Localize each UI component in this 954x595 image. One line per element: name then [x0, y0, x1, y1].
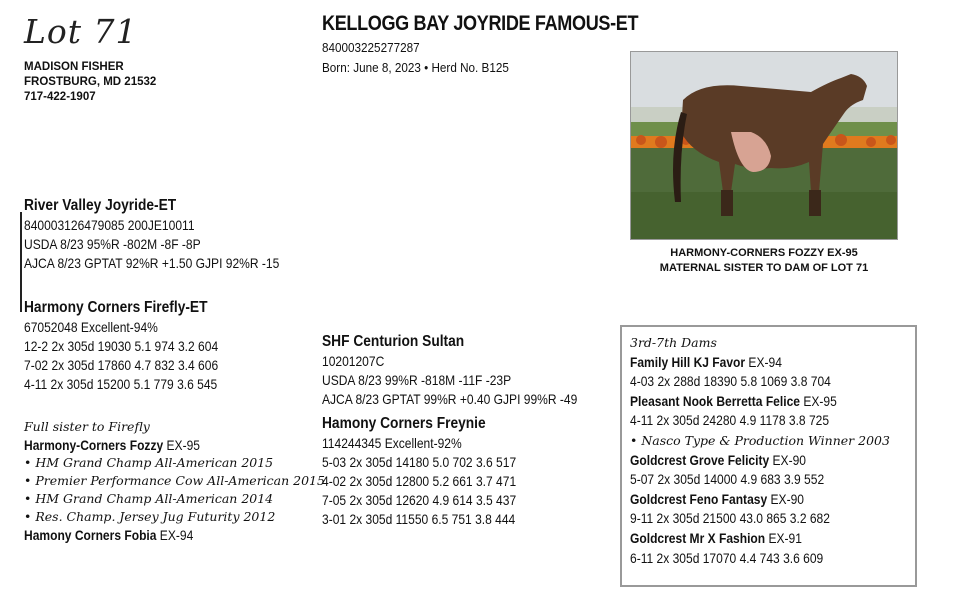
sire-name: River Valley Joyride-ET	[24, 197, 177, 214]
granddam-name: Hamony Corners Freynie	[322, 415, 486, 432]
granddam-record: 3-01 2x 305d 11550 6.5 751 3.8 444	[322, 511, 516, 527]
photo-caption	[630, 246, 898, 276]
granddam-record: 4-02 2x 305d 12800 5.2 661 3.7 471	[322, 473, 517, 489]
dam-entry-record: 4-03 2x 288d 18390 5.8 1069 3.8 704	[630, 373, 831, 390]
sister-heading	[24, 436, 283, 454]
dam-entry-record: 4-11 2x 305d 24280 4.9 1178 3.8 725	[630, 412, 830, 429]
mgs-line: 10201207C	[322, 353, 385, 369]
dam-entry-name: Family Hill KJ Favor	[630, 353, 746, 370]
second-cow-heading	[24, 526, 283, 544]
dam-entry-heading	[630, 529, 854, 549]
sire-line: AJCA 8/23 GPTAT 92%R +1.50 GJPI 92%R -15	[24, 255, 280, 271]
granddam-line: 114244345 Excellent-92%	[322, 435, 462, 451]
dam-entry-record: 5-07 2x 305d 14000 4.9 683 3.9 552	[630, 471, 825, 488]
dam-entry-name: Goldcrest Grove Felicity	[630, 451, 770, 468]
animal-info	[322, 38, 509, 78]
dam-entry-note: • Nasco Type & Production Winner 2003	[630, 432, 890, 448]
dam-entry-heading	[630, 451, 854, 471]
sister-name: Harmony-Corners Fozzy	[24, 437, 164, 453]
dam-entry-heading	[630, 392, 854, 412]
animal-reg: 840003225277287	[322, 40, 420, 55]
dam-entry-record: 6-11 2x 305d 17070 4.4 743 3.6 609	[630, 549, 824, 566]
dam-block	[24, 298, 218, 394]
dam-entry-score: EX-90	[767, 490, 804, 507]
dam-entry-heading	[630, 353, 854, 373]
granddam-record: 7-05 2x 305d 12620 4.9 614 3.5 437	[322, 492, 517, 508]
dam-entry-name: Goldcrest Feno Fantasy	[630, 490, 768, 507]
sister-award: • Premier Performance Cow All-American 2015	[24, 473, 325, 488]
second-cow-score: EX-94	[156, 527, 194, 543]
owner-name: MADISON FISHER	[24, 61, 124, 73]
dam-entry-score: EX-95	[799, 392, 837, 409]
dam-line: 67052048 Excellent-94%	[24, 319, 158, 335]
owner-phone: 717-422-1907	[24, 91, 96, 103]
sire-line: 840003126479085 200JE10011	[24, 217, 195, 233]
cow-photo	[630, 51, 898, 240]
granddam-block	[322, 414, 516, 529]
mgs-name: SHF Centurion Sultan	[322, 333, 465, 350]
dam-entry-score: EX-91	[765, 529, 802, 546]
sister-award: • HM Grand Champ All-American 2014	[24, 491, 274, 506]
dam-name: Harmony Corners Firefly-ET	[24, 299, 208, 316]
dam-entry-score: EX-94	[745, 353, 782, 370]
sister-award: • HM Grand Champ All-American 2015	[24, 455, 274, 470]
animal-born: Born: June 8, 2023 • Herd No. B125	[322, 60, 509, 75]
dam-record: 7-02 2x 305d 17860 4.7 832 3.4 606	[24, 357, 219, 373]
sister-note: Full sister to Firefly	[24, 419, 150, 434]
second-cow-name: Hamony Corners Fobia	[24, 527, 157, 543]
dam-entry-name: Goldcrest Mr X Fashion	[630, 529, 766, 546]
dam-entry-score: EX-90	[769, 451, 807, 468]
owner-info	[24, 60, 156, 105]
sire-line: USDA 8/23 95%R -802M -8F -8P	[24, 236, 201, 252]
sire-block	[24, 196, 279, 273]
dam-entry-heading	[630, 490, 854, 510]
animal-name: KELLOGG BAY JOYRIDE FAMOUS-ET	[322, 12, 639, 35]
dam-entry-name: Pleasant Nook Berretta Felice	[630, 392, 800, 409]
sister-award: • Res. Champ. Jersey Jug Futurity 2012	[24, 509, 276, 524]
owner-city: FROSTBURG, MD 21532	[24, 76, 157, 88]
dams-list	[630, 333, 890, 568]
caption-line-1: HARMONY-CORNERS FOZZY EX-95	[670, 247, 858, 259]
mgs-line: AJCA 8/23 GPTAT 99%R +0.40 GJPI 99%R -49	[322, 391, 578, 407]
mgs-line: USDA 8/23 99%R -818M -11F -23P	[322, 372, 512, 388]
dams-heading: 3rd-7th Dams	[630, 335, 717, 350]
dam-entry-record: 9-11 2x 305d 21500 43.0 865 3.2 682	[630, 510, 830, 527]
sister-block	[24, 418, 325, 544]
granddam-record: 5-03 2x 305d 14180 5.0 702 3.6 517	[322, 454, 517, 470]
lot-number: Lot 71	[24, 12, 138, 51]
caption-line-2: MATERNAL SISTER TO DAM OF LOT 71	[659, 262, 869, 274]
dam-record: 12-2 2x 305d 19030 5.1 974 3.2 604	[24, 338, 219, 354]
dam-record: 4-11 2x 305d 15200 5.1 779 3.6 545	[24, 376, 218, 392]
sister-score: EX-95	[163, 437, 200, 453]
mgs-block	[322, 332, 577, 409]
pedigree-bracket	[20, 212, 22, 312]
